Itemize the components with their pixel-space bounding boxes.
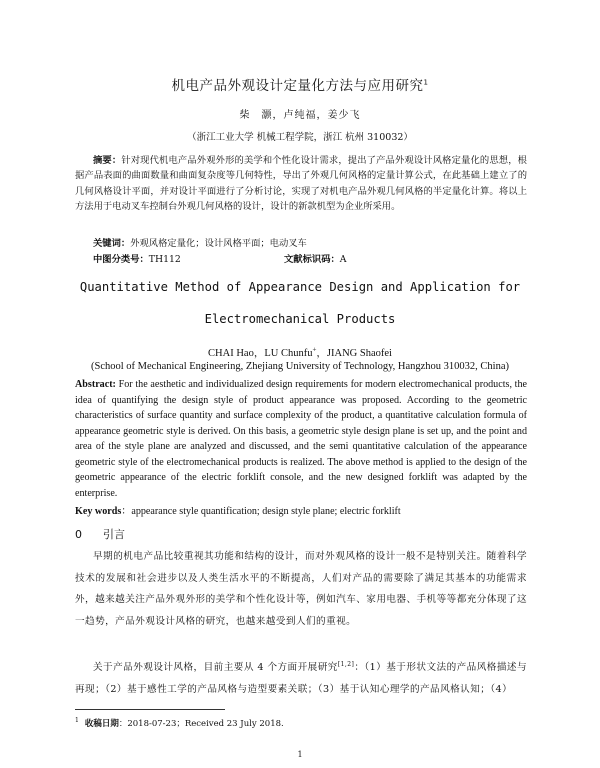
footnote	[75, 717, 284, 729]
abstract-cn-text: 针对现代机电产品外观外形的美学和个性化设计需求，提出了产品外观设计风格定量化的思想，根据产品表面的曲面数量和曲面复杂度等几何特性，导出了外观几何风格的定量计算公式，在此基础上建立了的几何风格设计平面，并对设计平面进行了分析讨论，实现了对机电产品外观几何风格的半定量化计算。将以上方法用于电动叉车控制台外观几何风格的设计，设计的新款机型为企业所采用。	[75, 155, 527, 213]
keywords-cn-label: 关键词：	[93, 238, 131, 249]
section-number: 0	[75, 528, 82, 541]
body-paragraph-2	[75, 654, 527, 700]
authors-en-rest: ，JIANG Shaofei	[316, 348, 392, 359]
keywords-en-label: Key words	[75, 506, 122, 517]
abstract-en	[75, 377, 527, 501]
citation-ref: [1,2]	[337, 661, 355, 668]
abstract-cn-label: 摘要：	[93, 155, 122, 166]
section-heading	[75, 526, 125, 542]
keywords-en-text: ：appearance style quantification; design style plane; electric forklift	[121, 506, 401, 517]
authors-en-text: CHAI Hao，LU Chunfu	[208, 348, 313, 359]
doc-code-group	[284, 251, 347, 265]
footnote-text: ：2018-07-23；Received 23 July 2018.	[118, 719, 284, 729]
section-title: 引言	[103, 528, 125, 541]
affiliation-cn: （浙江工业大学 机械工程学院，浙江 杭州 310032）	[187, 132, 413, 143]
para2-start: 关于产品外观设计风格，目前主要从 4 个方面开展研究	[93, 662, 338, 674]
paper-title-en-line2: Electromechanical Products	[204, 312, 396, 326]
title-text: 机电产品外观设计定量化方法与应用研究	[171, 78, 424, 94]
title-footnote-mark: 1	[423, 78, 429, 87]
paper-title-cn	[0, 74, 600, 94]
keywords-cn	[93, 235, 307, 249]
authors-cn: 柴 灏，卢纯福，姜少飞	[239, 110, 361, 121]
para2-rest: ：（1）基于形状文法的产品风格描述与再现；（2）基于感性工学的产品风格与造型要素关联；（3）基于认知心理学的产品风格认知；（4）	[75, 662, 527, 695]
footnote-label: 收稿日期	[84, 719, 119, 729]
doc-code-value: A	[339, 254, 347, 265]
affiliation-en: (School of Mechanical Engineering, Zhejiang University of Technology, Hangzhou 310032, China)	[91, 361, 509, 372]
classification-line	[93, 251, 347, 265]
clc-label: 中图分类号：	[93, 254, 149, 265]
corresponding-author-mark: +	[312, 345, 317, 354]
authors-en	[0, 345, 600, 360]
footnote-mark: 1	[75, 717, 79, 725]
abstract-en-text: For the aesthetic and individualized design requirements for modern electromechanical products, the idea of quantifying the design style of product appearance was proposed. According to the geometric characteristics of surface quantity and surface complexity of the product, a quantitative calculation formula of appearance geometric style is derived. On this basis, a geometric style design plane is set up, and the point and area of the style plane are analyzed and discussed, and the semi quantitative calculation of the appearance geometric style of the electromechanical products is realized. The above method is applied to the design of the geometric appearance of the electric forklift console, and the new designed forklift was adapted by the enterprise.	[75, 379, 527, 499]
doc-code-label: 文献标识码：	[284, 254, 340, 265]
keywords-en	[75, 502, 527, 517]
body-paragraph-1: 早期的机电产品比较重视其功能和结构的设计，而对外观风格的设计一般不是特别关注。随着科学技术的发展和社会进步以及人类生活水平的不断提高，人们对产品的需要除了满足其基本的功能需求外，越来越关注产品外观外形的美学和个性化设计等，例如汽车、家用电器、手机等等都充分体现了这一趋势，产品外观设计风格的研究，也越来越受到人们的重视。	[75, 551, 527, 627]
keywords-cn-text: 外观风格定量化；设计风格平面；电动叉车	[130, 238, 307, 249]
paper-title-en-line1: Quantitative Method of Appearance Design and Application for	[79, 280, 521, 294]
abstract-cn	[75, 153, 527, 215]
clc-value: TH112	[148, 254, 181, 265]
footnote-divider	[75, 709, 225, 710]
page-number: 1	[297, 750, 303, 759]
abstract-en-label: Abstract:	[75, 379, 116, 390]
